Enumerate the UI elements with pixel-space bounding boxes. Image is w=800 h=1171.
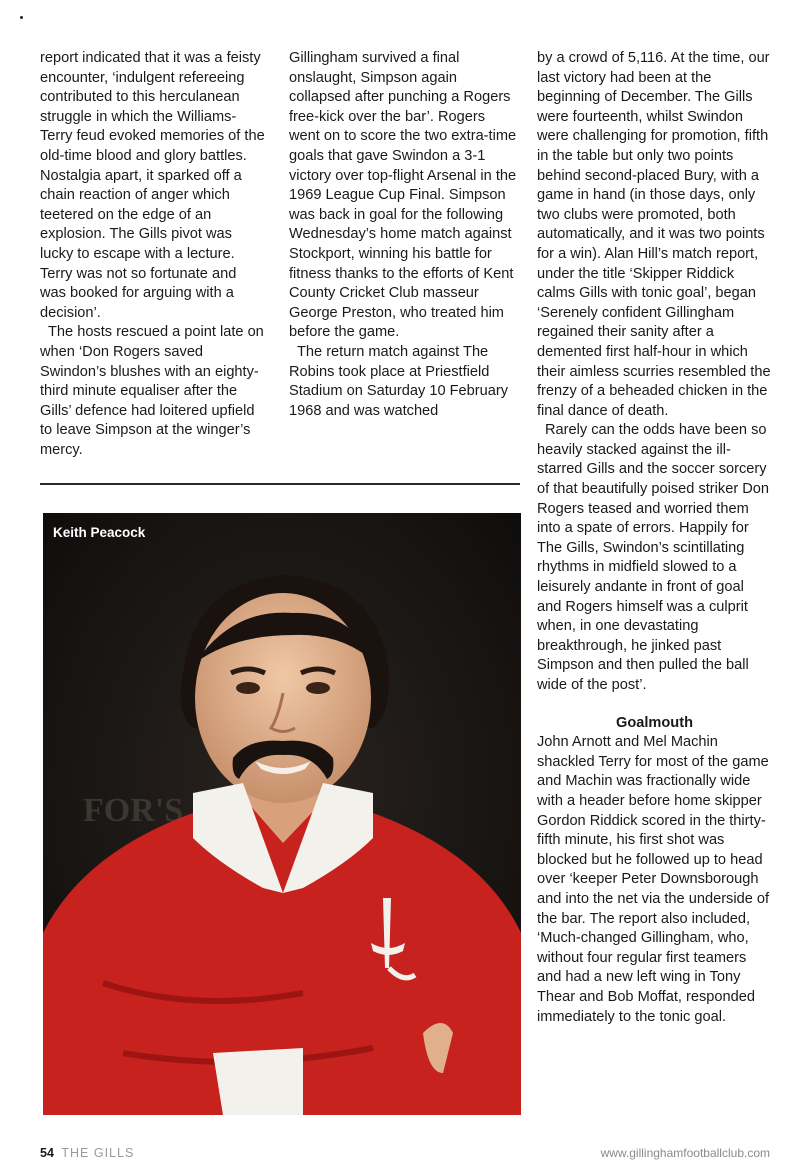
magazine-name: THE GILLS	[61, 1146, 135, 1160]
background-sign-text: FOR'S	[83, 792, 184, 829]
article-column-1	[40, 49, 266, 460]
section-divider	[40, 483, 520, 485]
article-column-3	[537, 49, 772, 1027]
paragraph: Rarely can the odds have been so heavily stacked against the ill-starred Gills and the soccer sorcery of that beautifully poised striker Don Rogers teased and worried them into a spate of errors. Happily for The Gills, Swindon’s scintillating rhythms in midfield slowed to a leisurely andante in front of goal and Rogers himself was a culprit when, in one devastating breakthrough, he jinked past Simpson and then pulled the ball wide of the post’.	[537, 422, 770, 693]
player-photo	[43, 513, 521, 1115]
paragraph: Gillingham survived a final onslaught, Simpson again collapsed after punching a Rogers free-kick over the bar’. Rogers went on to score the two extra-time goals that gave Swindon a 3-1 victory over top-flight Arsenal in the 1969 League Cup Final. Simpson was back in goal for the following Wednesday’s home match against Stockport, winning his battle for fitness thanks to the efforts of Kent County Cricket Club masseur George Preston, who treated him before the game.	[289, 50, 517, 341]
photo-caption: Keith Peacock	[53, 525, 146, 540]
paragraph: report indicated that it was a feisty encounter, ‘indulgent refereeing contributed to this herculanean struggle in which the Williams-Terry feud evoked memories of the old-time blood and glory battles. Nostalgia apart, it sparked off a chain reaction of anger which teetered on the edge of an explosion. The Gills pivot was lucky to escape with a lecture. Terry was not so fortunate and was booked for arguing with a decision’.	[40, 50, 265, 321]
subheading: Goalmouth	[615, 714, 694, 731]
page-footer	[40, 1146, 770, 1162]
paragraph: by a crowd of 5,116. At the time, our last victory had been at the beginning of December. The Gills were fourteenth, whilst Swindon were challenging for promotion, fifth in the table but only two points behind second-placed Bury, with a game in hand (in those days, only two clubs were promoted, both automatically, and it was two points for a win). Alan Hill’s match report, under the title ‘Skipper Riddick calms Gills with tonic goal’, began ‘Serenely confident Gillingham regained their sanity after a demented first half-hour in which their aimless scurries resembled the frenzy of a beheaded chicken in the final dance of death.	[537, 50, 771, 419]
page-speck	[20, 16, 23, 19]
paragraph: The return match against The Robins took place at Priestfield Stadium on Saturday 10 February 1968 and was watched	[289, 343, 509, 419]
paragraph: John Arnott and Mel Machin shackled Terry for most of the game and Machin was fractionally wide with a header before home skipper Gordon Riddick scored in the thirty-fifth minute, his first shot was blocked but he followed up to head over ‘keeper Peter Downsborough and into the net via the underside of the bar. The report also included, ‘Much-changed Gillingham, who, without four regular first teamers and had a new left wing in Tony Thear and Bob Moffat, responded immediately to the tonic goal.	[537, 734, 770, 1025]
article-column-2	[289, 49, 517, 421]
page-number: 54	[40, 1146, 54, 1160]
website-url: www.gillinghamfootballclub.com	[600, 1146, 770, 1160]
paragraph: The hosts rescued a point late on when ‘Don Rogers saved Swindon’s blushes with an eighty-third minute equaliser after the Gills’ defence had loitered upfield to leave Simpson at the winger’s mercy.	[40, 324, 264, 458]
portrait-illustration	[43, 513, 521, 1115]
